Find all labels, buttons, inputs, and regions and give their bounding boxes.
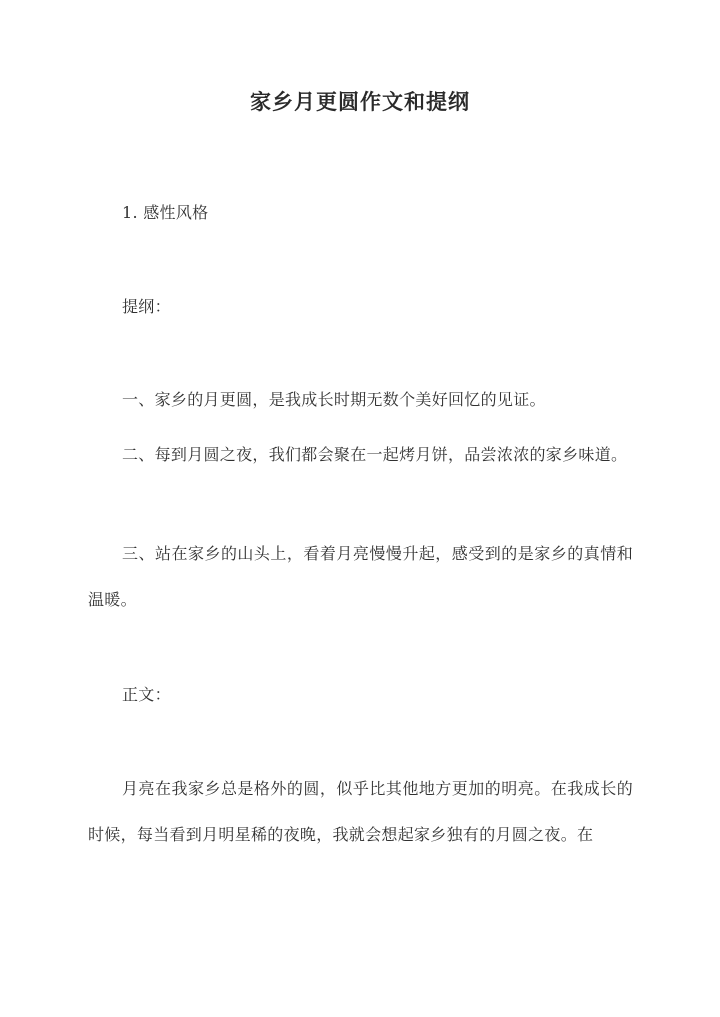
body-paragraph: 月亮在我家乡总是格外的圆，似乎比其他地方更加的明亮。在我成长的时候，每当看到月明星稀的夜晚，我就会想起家乡独有的月圆之夜。在	[88, 779, 633, 844]
outline-item: 一、家乡的月更圆，是我成长时期无数个美好回忆的见证。	[122, 390, 546, 409]
body-label: 正文：	[122, 685, 171, 704]
outline-item: 二、每到月圆之夜，我们都会聚在一起烤月饼，品尝浓浓的家乡味道。	[122, 445, 628, 464]
section-heading: 1. 感性风格	[122, 203, 209, 222]
document-title: 家乡月更圆作文和提纲	[250, 89, 470, 114]
outline-label: 提纲：	[122, 297, 171, 316]
outline-item: 三、站在家乡的山头上，看着月亮慢慢升起，感受到的是家乡的真情和温暖。	[88, 544, 633, 609]
